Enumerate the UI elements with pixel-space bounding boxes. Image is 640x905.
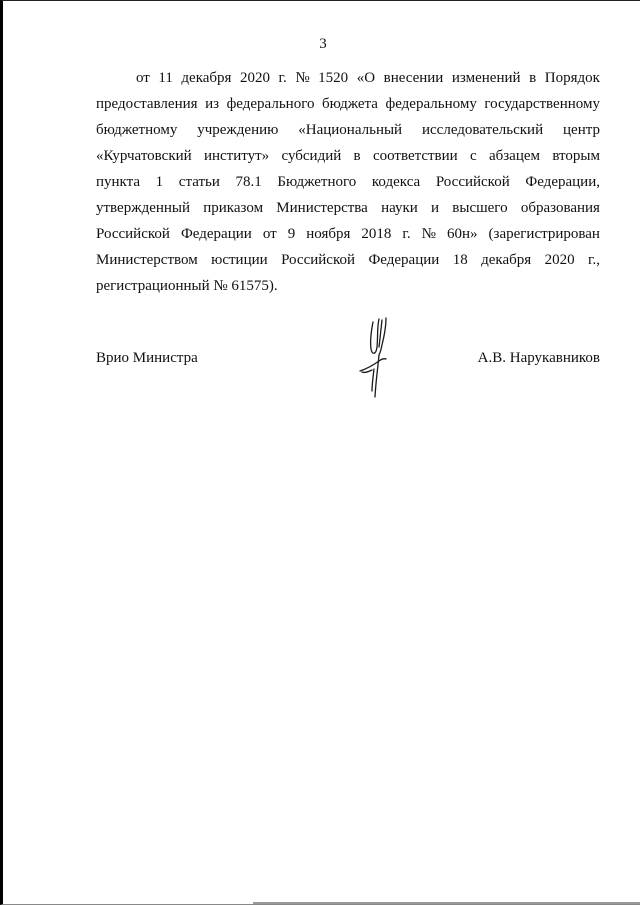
paragraph-line [96, 195, 600, 221]
paragraph-word: 11 [158, 70, 173, 86]
paragraph-word: внесении [383, 70, 444, 86]
paragraph-word: в [353, 148, 361, 164]
paragraph-word: субсидий [281, 148, 342, 164]
paragraph-word: «О [356, 70, 376, 86]
paragraph-word: г. [278, 70, 287, 86]
paragraph-word: учреждению [197, 122, 279, 138]
paragraph-word: бюджета [322, 96, 378, 112]
paragraph-word: 78.1 [235, 174, 262, 190]
paragraph-word: абзацем [488, 148, 541, 164]
paragraph-word: юстиции [211, 252, 268, 268]
paragraph-word: от [262, 226, 277, 242]
paragraph-word: от [136, 70, 150, 86]
paragraph-word: Российской [435, 174, 510, 190]
paragraph-word: 60н» [446, 226, 478, 242]
paragraph-word: 2018 [361, 226, 392, 242]
paragraph-word: Бюджетного [277, 174, 357, 190]
paragraph-word: ноября [306, 226, 351, 242]
signatory-name: А.В. Нарукавников [477, 350, 600, 366]
paragraph-word: приказом [203, 200, 264, 216]
paragraph-word: 18 [452, 252, 468, 268]
paragraph-word: бюджетному [96, 122, 178, 138]
paragraph-line [96, 221, 600, 247]
paragraph-word: 2020 [544, 252, 575, 268]
paragraph-word: и [431, 200, 440, 216]
paragraph-word: пункта [96, 174, 141, 190]
paragraph-word: науки [381, 200, 418, 216]
paragraph-word: Федерации [180, 226, 252, 242]
paragraph-word: федеральному [385, 96, 477, 112]
paragraph-word: 1 [155, 174, 164, 190]
paragraph-word: институт» [203, 148, 270, 164]
paragraph-word: «Курчатовский [96, 148, 192, 164]
paragraph-line [96, 143, 600, 169]
paragraph-word: Порядок [544, 70, 600, 86]
signature-block [96, 347, 600, 427]
paragraph-word: вторым [552, 148, 600, 164]
paragraph-word: соответствии [372, 148, 458, 164]
paragraph-word: утвержденный [96, 200, 191, 216]
paragraph-word: (зарегистрирован [488, 226, 600, 242]
paragraph-word: «Национальный [298, 122, 403, 138]
paragraph-word: декабря [181, 70, 232, 86]
paragraph-word: г., [588, 252, 600, 268]
paragraph-word: Российской [281, 252, 356, 268]
paragraph-line [96, 169, 600, 195]
paragraph-word: в [529, 70, 537, 86]
paragraph-word: с [470, 148, 477, 164]
paragraph-word: государственному [484, 96, 600, 112]
signatory-position: Врио Министра [96, 350, 198, 366]
paragraph-word: кодекса [371, 174, 421, 190]
paragraph-word: 2020 [240, 70, 270, 86]
paragraph-word: Министерства [276, 200, 368, 216]
paragraph-word: изменений [451, 70, 521, 86]
paragraph-word: регистрационный № 61575). [96, 278, 278, 294]
paragraph-word: Федерации, [525, 174, 600, 190]
paragraph-word: 1520 [318, 70, 349, 86]
paragraph-word: федерального [226, 96, 315, 112]
paragraph-word: 9 [287, 226, 296, 242]
paragraph-line [96, 273, 600, 299]
paragraph-word: Федерации [368, 252, 440, 268]
paragraph-word: № [421, 226, 436, 242]
page-number: 3 [319, 36, 327, 52]
paragraph-word: Российской [96, 226, 170, 242]
paragraph-word: декабря [481, 252, 532, 268]
paragraph-word: высшего [452, 200, 508, 216]
scan-bottom-edge [253, 902, 640, 904]
paragraph-line [96, 247, 600, 273]
paragraph-line [96, 117, 600, 143]
paragraph-line [96, 91, 600, 117]
paragraph-word: исследовательский [422, 122, 544, 138]
handwritten-signature [346, 317, 406, 402]
paragraph-word: центр [563, 122, 600, 138]
paragraph-word: Министерством [96, 252, 198, 268]
paragraph-word: из [205, 96, 220, 112]
paragraph-line [96, 65, 600, 91]
paragraph-word: предоставления [96, 96, 198, 112]
body-paragraph [96, 65, 600, 299]
paragraph-word: г. [402, 226, 411, 242]
paragraph-word: статьи [178, 174, 220, 190]
paragraph-word: образования [520, 200, 600, 216]
paragraph-word: № [295, 70, 310, 86]
